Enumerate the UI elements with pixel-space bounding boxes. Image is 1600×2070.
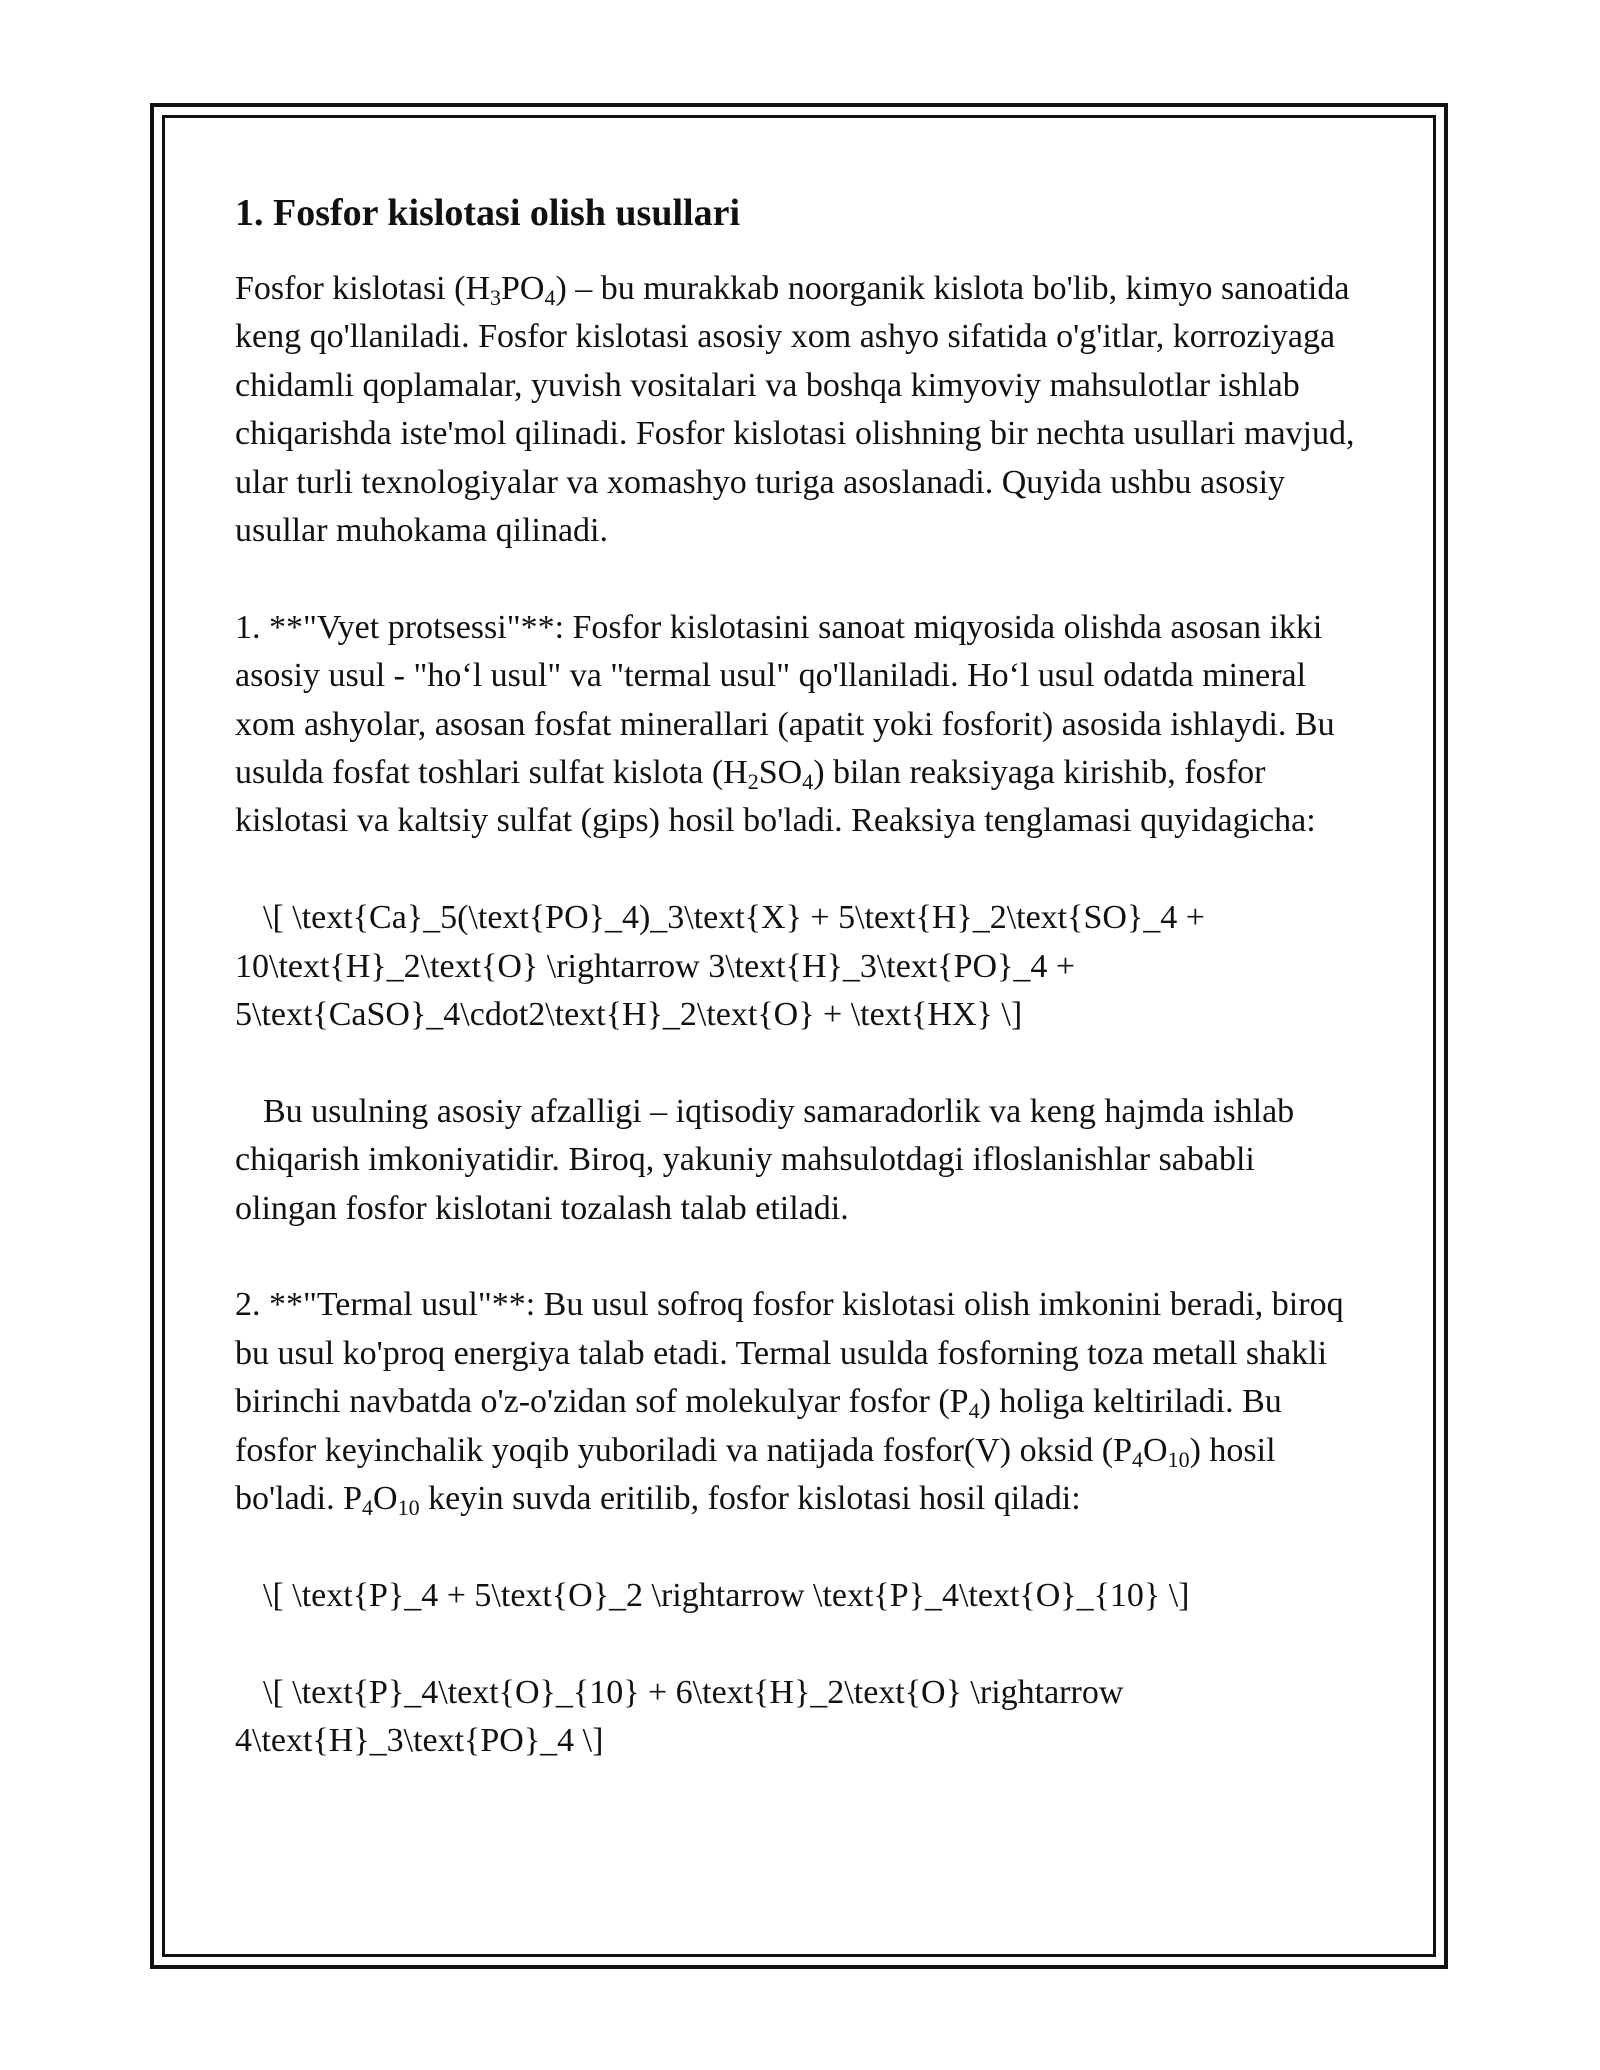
method2-paragraph: 2. **"Termal usul"**: Bu usul sofroq fosfor kislotasi olish imkonini beradi, biroq bu usul ko'proq energiya talab etadi. Termal usulda fosforning toza metall shakli birinchi navbatda o'z-o'zidan sof molekulyar fosfor $(P_4)$ holiga keltiriladi. Bu fosfor keyinchalik yoqib yuboriladi va natijada fosfor(V) oksid $(P_4O_{10})$ hosil bo'ladi. $P_4O_{10}$ keyin suvda eritilib, fosfor kislotasi hosil qiladi: xyxy=(235,1286,1344,1521)
advantage-paragraph: Bu usulning asosiy afzalligi – iqtisodiy samaradorlik va keng hajmda ishlab chiqarish imkoniyatidir. Biroq, yakuniy mahsulotdagi ifloslanishlar sababli olingan fosfor kislotani tozalash talab etiladi. xyxy=(235,1092,1295,1227)
intro-paragraph: Fosfor kislotasi $(H_3PO_4)$ – bu murakkab noorganik kislota bo'lib, kimyo sanoatida keng qo'llaniladi. Fosfor kislotasi asosiy xom ashyo sifatida o'g'itlar, korroziyaga chidamli qoplamalar, yuvish vositalari va boshqa kimyoviy mahsulotlar ishlab chiqarishda iste'mol qilinadi. Fosfor kislotasi olishning bir nechta usullari mavjud, ular turli texnologiyalar va xomashyo turiga asoslanadi. Quyida ushbu asosiy usullar muhokama qilinadi. xyxy=(235,270,1355,550)
formula-combustion: \[ \text{P}_4 + 5\text{O}_2 \rightarrow \text{P}_4\text{O}_{10} \] xyxy=(263,1576,1190,1614)
formula-wet-process: \[ \text{Ca}_5(\text{PO}_4)_3\text{X} + 5\text{H}_2\text{SO}_4 + 10\text{H}_2\text{O} \rightarrow 3\text{H}_3\text{PO}_4 + 5\text{CaSO}_4\cdot2\text{H}_2\text{O} + \text{HX} \] xyxy=(235,899,1205,1034)
section-heading: 1. Fosfor kislotasi olish usullari xyxy=(235,192,741,234)
formula-hydration: \[ \text{P}_4\text{O}_{10} + 6\text{H}_2\text{O} \rightarrow 4\text{H}_3\text{PO}_4 \] xyxy=(235,1673,1124,1760)
document-content xyxy=(235,185,1365,1814)
method1-paragraph: 1. **"Vyet protsessi"**: Fosfor kislotasini sanoat miqyosida olishda asosan ikki asosiy usul - "ho‘l usul" va "termal usul" qo'llaniladi. Ho‘l usul odatda mineral xom ashyolar, asosan fosfat minerallari (apatit yoki fosforit) asosida ishlaydi. Bu usulda fosfat toshlari sulfat kislota $(H_2SO_4)$ bilan reaksiyaga kirishib, fosfor kislotasi va kaltsiy sulfat (gips) hosil bo'ladi. Reaksiya tenglamasi quyidagicha: xyxy=(235,608,1335,840)
